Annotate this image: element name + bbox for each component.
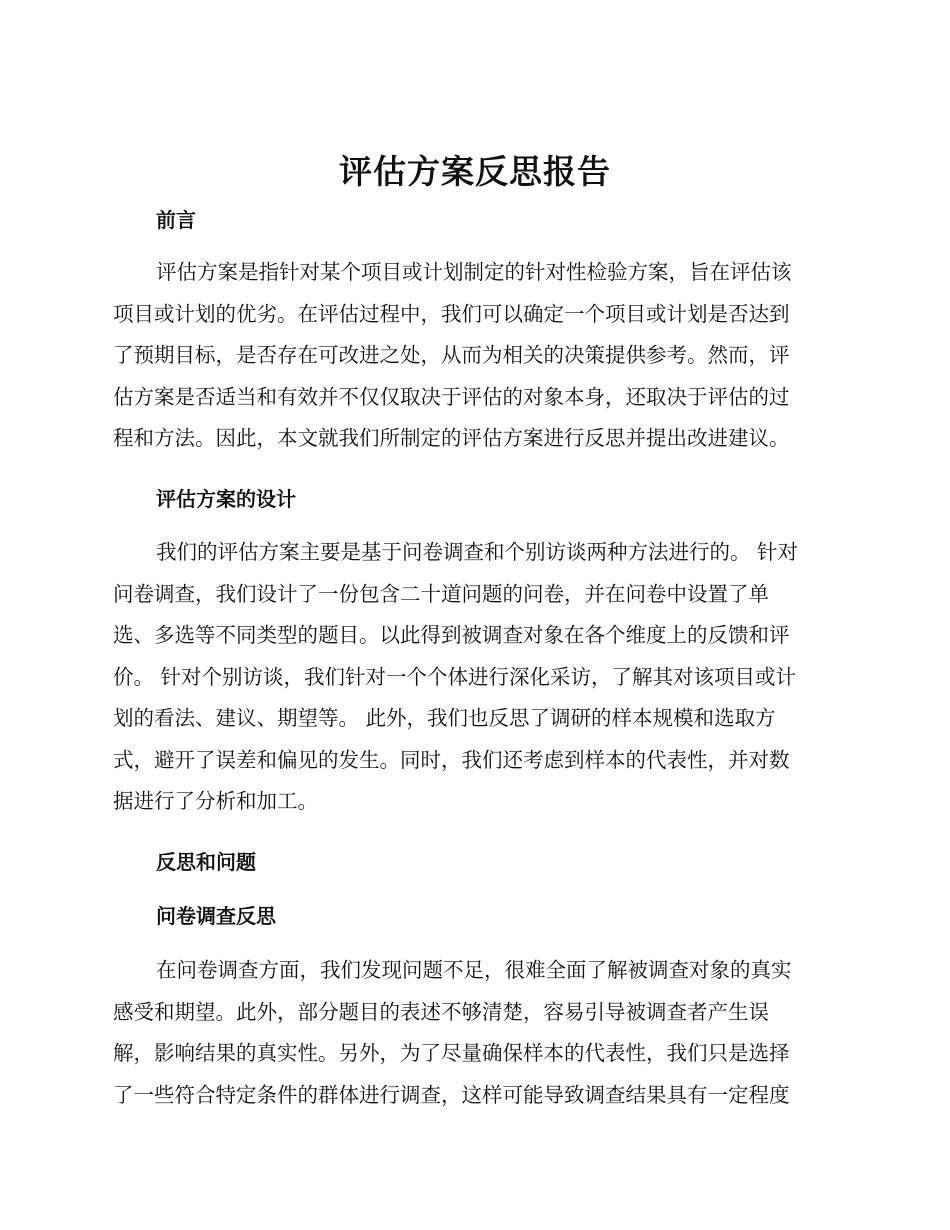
document-title: 评估方案反思报告 bbox=[339, 152, 611, 191]
paragraph-line: 价。 针对个别访谈，我们针对一个个体进行深化采访，了解其对该项目或计 bbox=[113, 664, 797, 689]
paragraph-line: 了一些符合特定条件的群体进行调查，这样可能导致调查结果具有一定程度 bbox=[113, 1082, 790, 1107]
paragraph-line: 问卷调查，我们设计了一份包含二十道问题的问卷，并在问卷中设置了单 bbox=[113, 581, 769, 606]
paragraph-line: 划的看法、建议、期望等。 此外，我们也反思了调研的样本规模和选取方 bbox=[113, 706, 776, 730]
paragraph-design bbox=[113, 532, 838, 823]
section-heading-design: 评估方案的设计 bbox=[156, 487, 296, 511]
paragraph-preface bbox=[113, 252, 838, 460]
section-heading-survey-reflection: 问卷调查反思 bbox=[156, 904, 276, 928]
section-heading-reflection: 反思和问题 bbox=[156, 850, 256, 874]
paragraph-line: 了预期目标，是否存在可改进之处，从而为相关的决策提供参考。然而，评 bbox=[113, 343, 790, 367]
paragraph-line: 项目或计划的优劣。在评估过程中，我们可以确定一个项目或计划是否达到 bbox=[113, 301, 790, 326]
paragraph-line: 在问卷调查方面，我们发现问题不足，很难全面了解被调查对象的真实 bbox=[156, 958, 792, 982]
paragraph-line: 式，避开了误差和偏见的发生。同时，我们还考虑到样本的代表性，并对数 bbox=[113, 747, 790, 772]
section-heading-preface: 前言 bbox=[156, 208, 196, 232]
paragraph-line: 我们的评估方案主要是基于问卷调查和个别访谈两种方法进行的。 针对 bbox=[156, 540, 799, 564]
paragraph-line: 评估方案是指针对某个项目或计划制定的针对性检验方案，旨在评估该 bbox=[156, 260, 792, 284]
paragraph-line: 解，影响结果的真实性。另外，为了尽量确保样本的代表性，我们只是选择 bbox=[113, 1041, 790, 1065]
paragraph-line: 感受和期望。此外，部分题目的表述不够清楚，容易引导被调查者产生误 bbox=[113, 999, 769, 1024]
paragraph-line: 程和方法。因此，本文就我们所制定的评估方案进行反思并提出改进建议。 bbox=[113, 426, 790, 450]
paragraph-line: 估方案是否适当和有效并不仅仅取决于评估的对象本身，还取决于评估的过 bbox=[113, 384, 790, 409]
paragraph-line: 选、多选等不同类型的题目。以此得到被调查对象在各个维度上的反馈和评 bbox=[113, 623, 790, 647]
paragraph-survey-reflection bbox=[113, 950, 838, 1116]
paragraph-line: 据进行了分析和加工。 bbox=[113, 789, 318, 813]
